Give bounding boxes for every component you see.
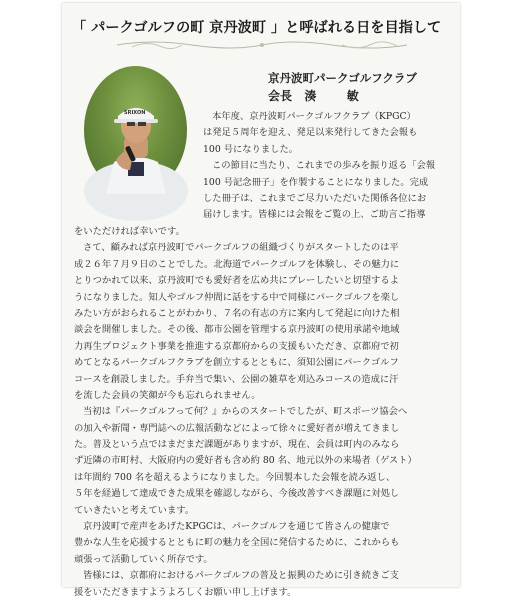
page-title: 「 パークゴルフの町 京丹波町 」と呼ばれる日を目指して	[72, 20, 442, 36]
body-line: 談会を開催しました。その後、都市公園を管理する京丹波町の使用承諾や地域	[74, 324, 400, 336]
intro-line: 届けします。皆様には会報をご覧の上、ご助言ご指導	[203, 209, 426, 221]
body-line: ５年を経過して達成できた成果を確認しながら、今後改善すべき課題に対処し	[74, 488, 400, 500]
author-role: 会長	[268, 89, 293, 103]
body-line: 力再生プロジェクト事業を推進する京都府からの支援もいただき、京都府で初	[74, 340, 399, 352]
body-line: 当初は『パークゴルフって何？』からのスタートでしたが、町スポーツ協会へ	[83, 406, 408, 418]
intro-line: 本年度、京丹波町パークゴルフクラブ（KPGC）	[212, 111, 416, 122]
body-text	[74, 224, 417, 601]
body-line: 頑張って活動していく所存です。	[74, 553, 213, 565]
body-line: は年間約 700 名を超えるようになりました。今回製本した会報を読み返し、	[74, 471, 396, 483]
body-line: 援をいただきますようよろしくお願い申し上げます。	[74, 586, 297, 598]
body-line: みたい方がおられることがわかり、７名の有志の方に案内して発起に向けた相	[74, 307, 400, 319]
document-page	[62, 3, 460, 598]
body-line: コースを創設しました。手弁当で集い、公園の雑草を刈込みコースの造成に汗	[74, 373, 399, 385]
body-line: を流した会員の笑顔が今も忘れられません。	[74, 389, 261, 401]
body-line: 豊かな人生を応援するとともに町の魅力を全国に発信するために、これからも	[74, 537, 400, 549]
intro-line: 100 号記念冊子」を作製することになりました。完成	[203, 176, 429, 188]
intro-line: 100 号になりました。	[203, 143, 299, 155]
portrait-photo	[84, 66, 187, 194]
body-line: をいただければ幸いです。	[74, 226, 185, 237]
cap-logo-text: SRIXON	[124, 110, 146, 116]
author-family-name: 湊	[304, 89, 317, 103]
body-line: 皆様には、京都府におけるパークゴルフの普及と振興のために引き続きご支	[83, 570, 399, 582]
body-line: の加入や新聞・専門誌への広報活動などによって徐々に愛好者が増えてきまし	[74, 422, 400, 434]
body-line: さて、顧みれば京丹波町でパークゴルフの組織づくりがスタートしたのは平	[83, 242, 399, 254]
intro-line: した冊子は、これまでご尽力いただいた関係各位にお	[203, 192, 427, 204]
title-ornament	[112, 37, 412, 53]
body-line: ず近隣の市町村、大阪府内の愛好者も含め約 80 名、地元以外の来場者（ゲスト）	[74, 455, 417, 467]
author-line	[268, 87, 438, 104]
body-line: ていきたいと考えています。	[74, 504, 195, 516]
body-line: 京丹波町で産声をあげたKPGCは、パークゴルフを通じて皆さんの健康で	[83, 521, 390, 533]
body-line: めてとなるパークゴルフクラブを創立するとともに、須知公園にパークゴルフ	[74, 357, 399, 369]
body-line: 成２６年７月９日のことでした。北海道でパークゴルフを体験し、その魅力に	[74, 258, 400, 270]
club-name: 京丹波町パークゴルフクラブ	[268, 71, 417, 85]
intro-line: は発足５周年を迎え、発足以来発行してきた会報も	[203, 127, 418, 139]
portrait-illustration	[84, 66, 187, 194]
author-given-name: 敏	[346, 89, 359, 103]
intro-paragraph	[203, 109, 435, 224]
intro-line: この節目に当たり、これまでの歩みを振り返る「会報	[212, 160, 436, 172]
body-line: とりつかれて以来、京丹波町でも愛好者を広め共にプレーしたいと切望するよ	[74, 275, 400, 287]
body-line: た。普及という点ではまだまだ課題がありますが、現在、会員は町内のみなら	[74, 439, 400, 451]
body-line: うになりました。知人やゴルフ仲間に話をする中で同様にパークゴルフを楽し	[74, 291, 400, 303]
